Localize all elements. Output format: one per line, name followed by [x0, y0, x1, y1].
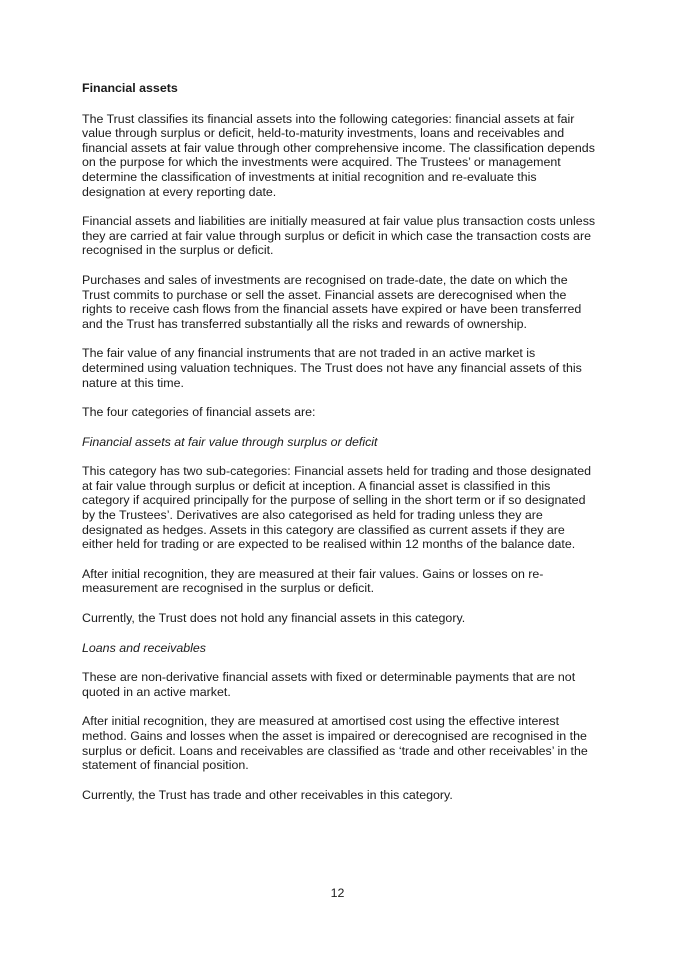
paragraph-sub-categories: This category has two sub-categories: Financial assets held for trading and those designated at fair value through surplus or deficit at inception. A financial asset is classified in this category if acquired principally for the purpose of selling in the short term or if so designated by the Trustees’. Derivatives are also categorised as held for trading unless they are designated as hedges. Assets in this category are classified as current assets if they are either held for trading or are expected to be realised within 12 months of the balance date. [82, 464, 591, 552]
document-body [82, 81, 598, 817]
paragraph-four-categories: The four categories of financial assets are: [82, 405, 316, 420]
paragraph-initial-measurement: Financial assets and liabilities are initially measured at fair value plus transaction costs unless they are carried at fair value through surplus or deficit in which case the transaction costs are recognised in the surplus or deficit. [82, 214, 596, 258]
paragraph-loans-currently: Currently, the Trust has trade and other receivables in this category. [82, 787, 453, 802]
paragraph-recognition: Purchases and sales of investments are recognised on trade-date, the date on which the Trust commits to purchase or sell the asset. Financial assets are derecognised when the rights to receive cash flows from the financial assets have expired or have been transferred and the Trust has transferred substantially all the risks and rewards of ownership. [82, 272, 582, 331]
subheading-loans-receivables: Loans and receivables [82, 640, 206, 655]
paragraph-classification: The Trust classifies its financial assets into the following categories: financial assets at fair value through surplus or deficit, held-to-maturity investments, loans and receivables and financial assets at fair value through other comprehensive income. The classification depends on the purpose for which the investments were acquired. The Trustees’ or management determine the classification of investments at initial recognition and re-evaluate this designation at every reporting date. [82, 111, 595, 199]
paragraph-loans-after-recognition: After initial recognition, they are measured at amortised cost using the effective interest method. Gains and losses when the asset is impaired or derecognised are recognised in the surplus or deficit. Loans and receivables are classified as ‘trade and other receivables’ in the statement of financial position. [82, 714, 588, 773]
paragraph-fv-after-recognition: After initial recognition, they are measured at their fair values. Gains or losses on re-measurement are recognised in the surplus or deficit. [82, 566, 544, 596]
subheading-fair-value-surplus: Financial assets at fair value through surplus or deficit [82, 434, 378, 449]
paragraph-fair-value: The fair value of any financial instruments that are not traded in an active market is determined using valuation techniques. The Trust does not have any financial assets of this nature at this time. [82, 346, 582, 390]
paragraph-fv-currently: Currently, the Trust does not hold any financial assets in this category. [82, 611, 466, 626]
page-number: 12 [330, 886, 345, 900]
paragraph-loans-definition: These are non-derivative financial assets with fixed or determinable payments that are not quoted in an active market. [82, 670, 576, 699]
section-heading: Financial assets [82, 81, 178, 95]
